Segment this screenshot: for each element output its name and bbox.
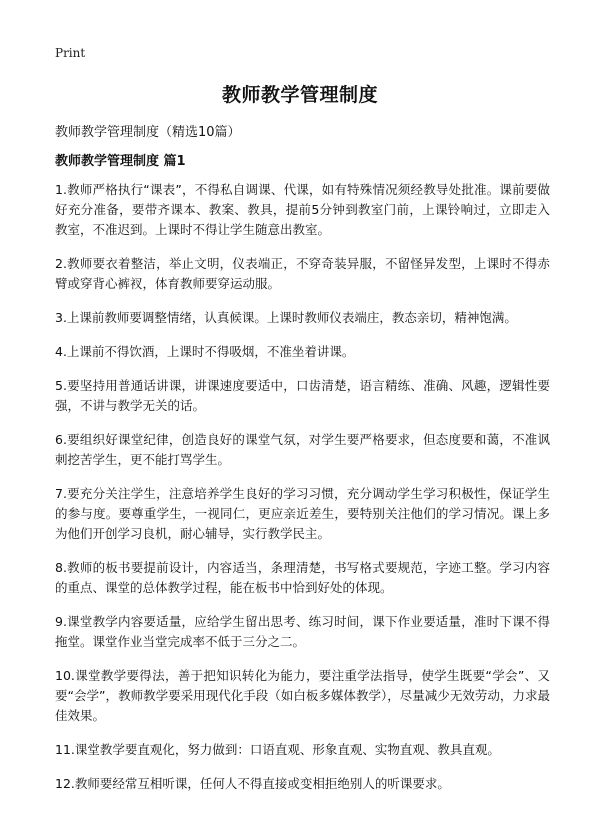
- paragraph-7: 7.要充分关注学生，注意培养学生良好的学习习惯，充分调动学生学习积极性，保证学生的参与度。要尊重学生，一视同仁，更应亲近差生，要特别关注他们的学习情况。课上多为他们开创学习良机，耐心辅导，实行教学民主。: [55, 486, 550, 541]
- paragraph-5: 5.要坚持用普通话讲课，讲课速度要适中，口齿清楚，语言精练、准确、风趣，逻辑性要强，不讲与教学无关的话。: [55, 378, 550, 413]
- print-link[interactable]: Print: [55, 46, 86, 60]
- paragraph-12: 12.教师要经常互相听课，任何人不得直接或变相拒绝别人的听课要求。: [55, 776, 450, 791]
- paragraph-4: 4.上课前不得饮酒，上课时不得吸烟，不准坐着讲课。: [55, 344, 355, 359]
- paragraph-11: 11.课堂教学要直观化，努力做到：口语直观、形象直观、实物直观、教具直观。: [55, 742, 500, 757]
- document-subtitle: 教师教学管理制度（精选10篇）: [55, 125, 241, 140]
- page-title: 教师教学管理制度: [221, 84, 378, 106]
- paragraph-6: 6.要组织好课堂纪律，创造良好的课堂气氛，对学生要严格要求，但态度要和蔼，不准讽刺挖苦学生，更不能打骂学生。: [55, 432, 550, 467]
- paragraph-1: 1.教师严格执行“课表”，不得私自调课、代课，如有特殊情况须经教导处批准。课前要做好充分准备，要带齐课本、教案、教具，提前5分钟到教室门前，上课铃响过，立即走入教室，不准迟到。上课时不得让学生随意出教室。: [55, 182, 550, 237]
- paragraph-3: 3.上课前教师要调整情绪，认真候课。上课时教师仪表端庄，教态亲切，精神饱满。: [55, 310, 517, 325]
- paragraph-10: 10.课堂教学要得法，善于把知识转化为能力，要注重学法指导，使学生既要“学会”、又要“会学”，教师教学要采用现代化手段（如白板多媒体教学），尽量减少无效劳动，力求最佳效果。: [55, 668, 550, 723]
- paragraph-2: 2.教师要衣着整洁，举止文明，仪表端正，不穿奇装异服，不留怪异发型，上课时不得赤臂或穿背心裤衩，体育教师要穿运动服。: [55, 256, 550, 291]
- article-body: [55, 180, 550, 808]
- paragraph-8: 8.教师的板书要提前设计，内容适当，条理清楚，书写格式要规范，字迹工整。学习内容的重点、课堂的总体教学过程，能在板书中恰到好处的体现。: [55, 560, 550, 595]
- paragraph-9: 9.课堂教学内容要适量，应给学生留出思考、练习时间，课下作业要适量，准时下课不得拖堂。课堂作业当堂完成率不低于三分之二。: [55, 614, 550, 649]
- section-heading: 教师教学管理制度 篇1: [55, 154, 186, 169]
